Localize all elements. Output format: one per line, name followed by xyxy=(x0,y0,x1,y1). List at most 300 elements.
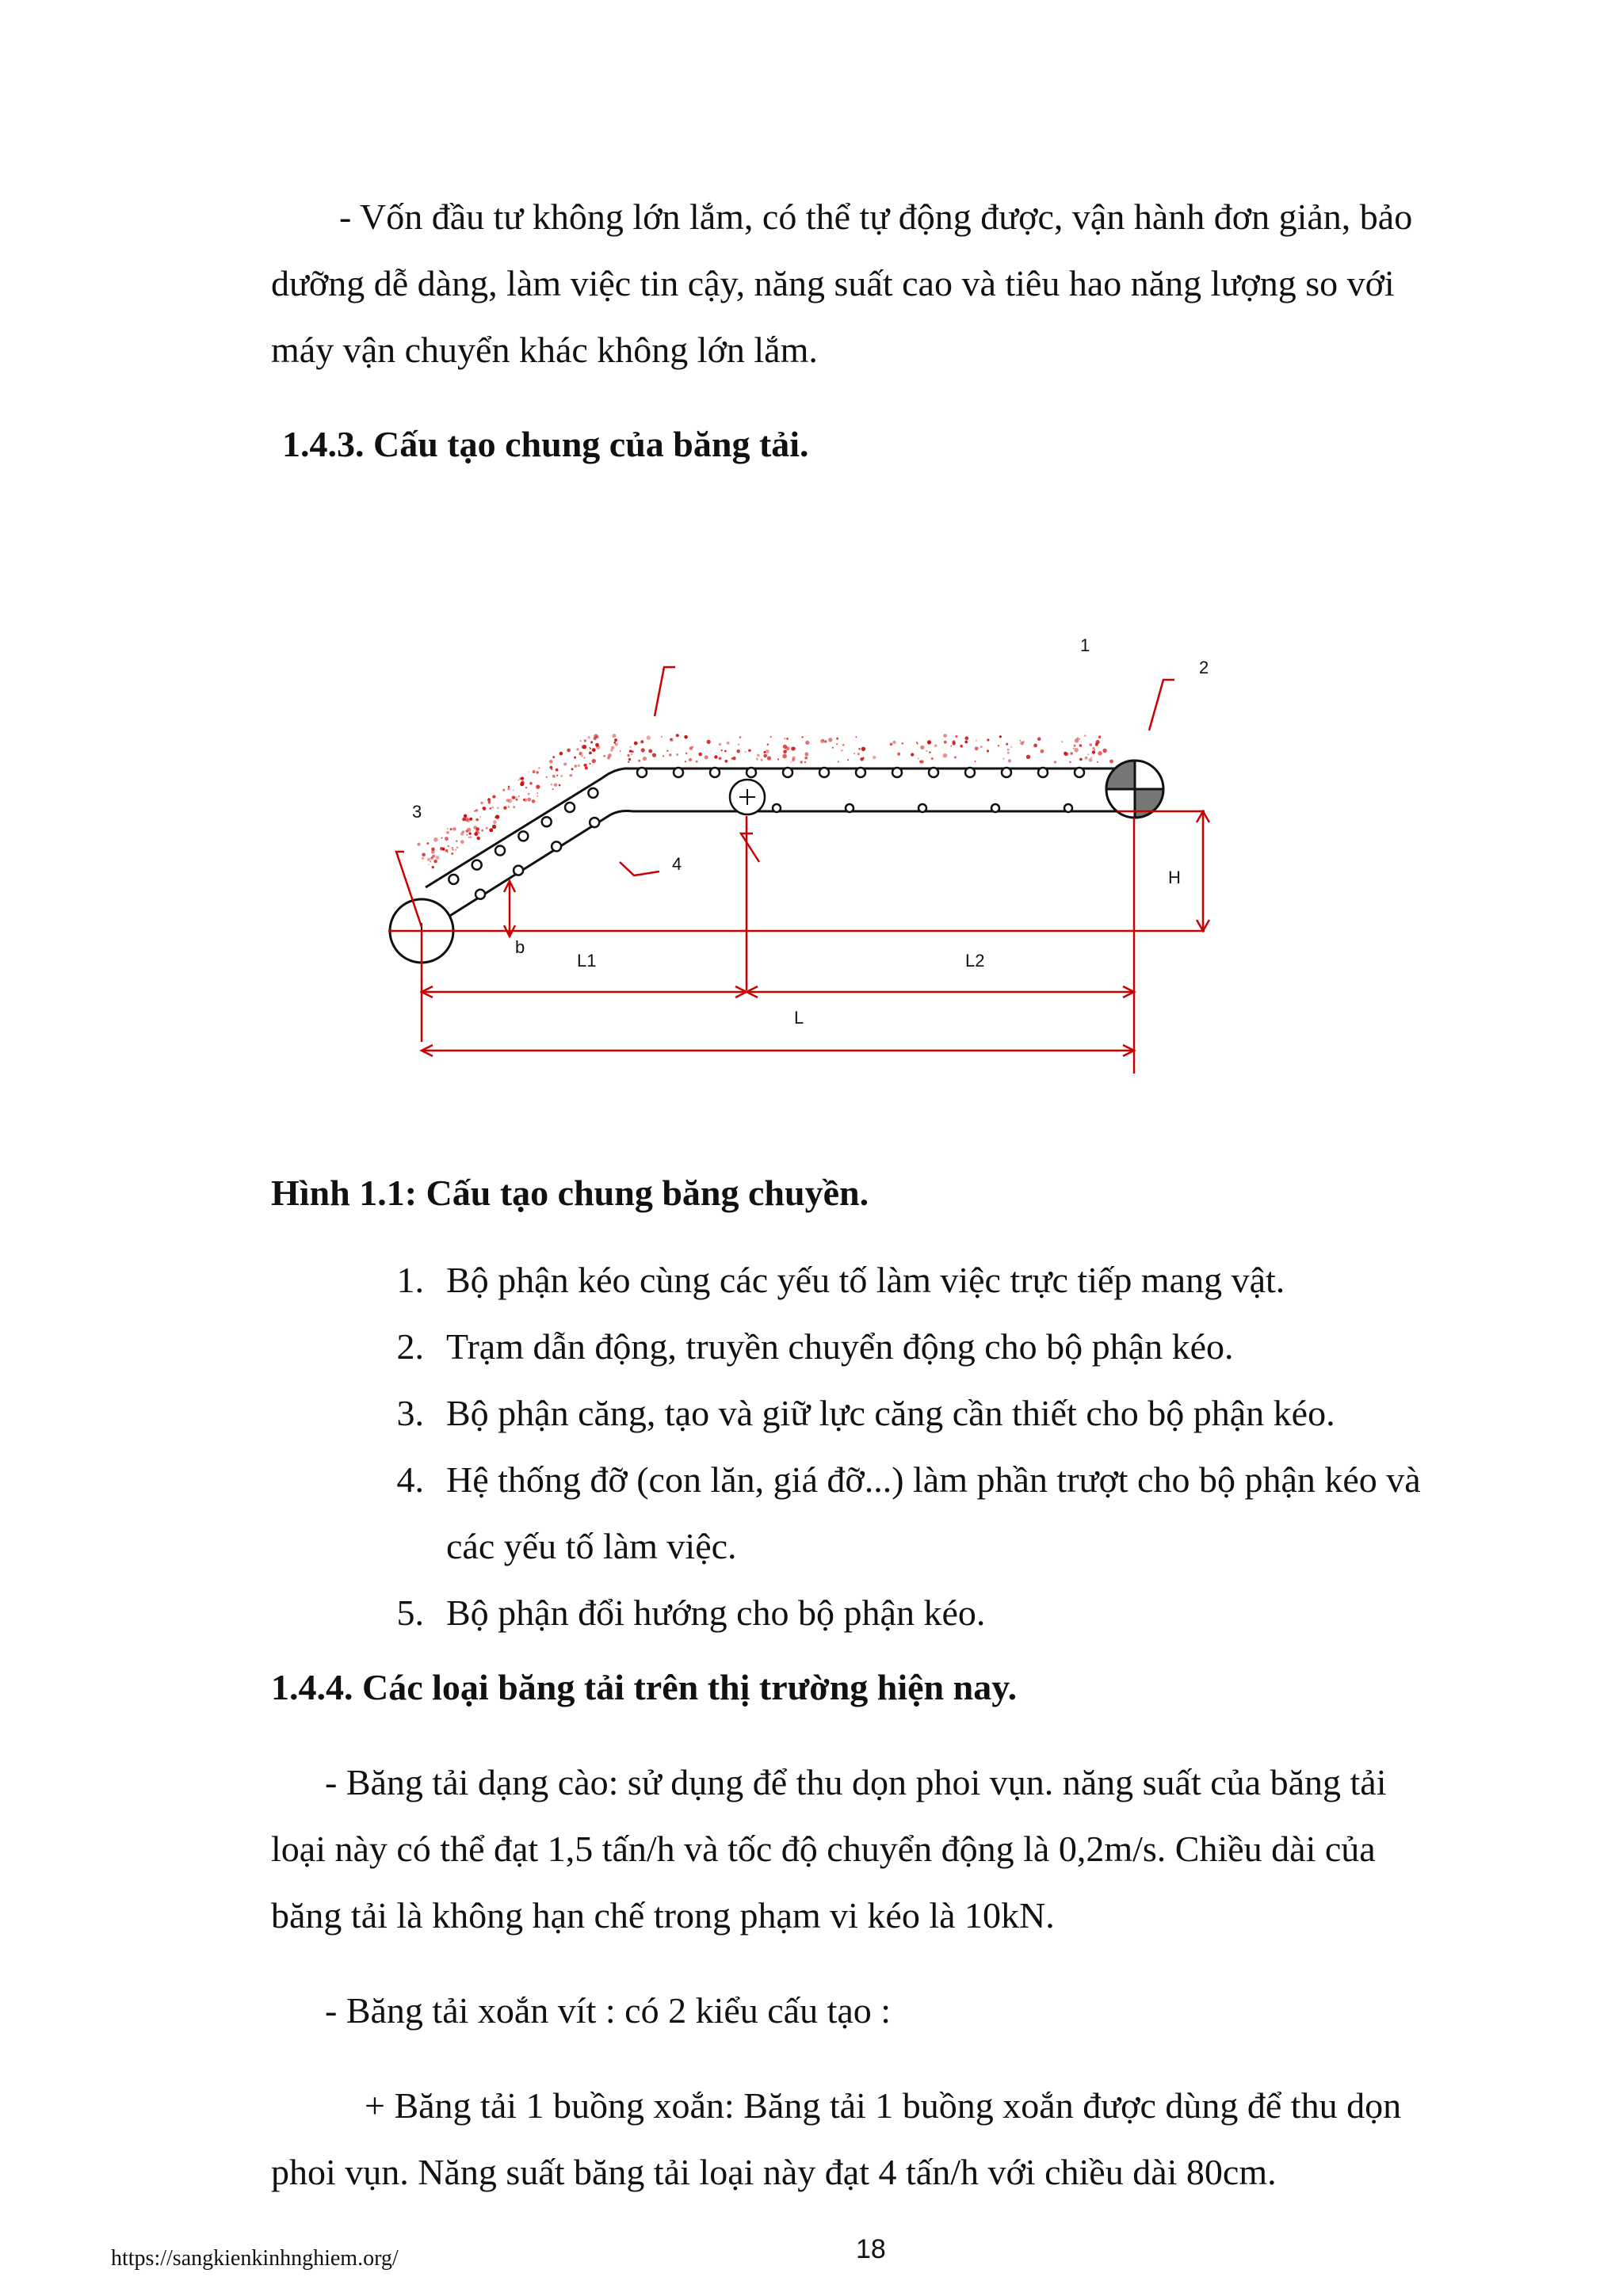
material-particle xyxy=(595,743,599,747)
material-particle xyxy=(920,760,924,764)
material-particle xyxy=(669,753,672,757)
material-particle xyxy=(508,806,510,807)
list-item-1-text: Bộ phận kéo cùng các yếu tố làm việc trực tiếp mang vật. xyxy=(446,1260,1285,1300)
material-particle xyxy=(628,761,629,763)
material-particle xyxy=(661,736,663,738)
material-particle xyxy=(1092,750,1095,753)
material-particle xyxy=(611,746,614,749)
label-L2: L2 xyxy=(965,951,985,971)
material-particle xyxy=(782,754,787,759)
material-particle xyxy=(987,749,989,752)
material-particle xyxy=(998,745,999,746)
material-particle xyxy=(736,749,740,753)
material-particle xyxy=(763,754,767,758)
material-particle xyxy=(1061,741,1063,742)
material-particle xyxy=(1109,760,1113,764)
buong-line-1: + Băng tải 1 buồng xoắn: Băng tải 1 buồng xoắn được dùng để thu dọn xyxy=(365,2085,1402,2126)
material-particle xyxy=(583,765,586,767)
material-particle xyxy=(527,798,531,802)
material-particle xyxy=(570,774,573,777)
material-particle xyxy=(860,757,864,761)
material-particle xyxy=(631,753,632,755)
idler-roller-icon xyxy=(783,768,792,777)
material-particle xyxy=(493,820,497,824)
material-particle xyxy=(824,740,827,742)
material-particle xyxy=(567,749,571,753)
material-particle xyxy=(786,738,789,740)
idler-roller-icon xyxy=(918,804,926,812)
material-particle xyxy=(519,777,521,780)
material-particle xyxy=(474,832,478,836)
material-particle xyxy=(1064,752,1067,755)
material-particle xyxy=(1075,738,1079,742)
material-particle xyxy=(916,742,918,743)
material-particle xyxy=(757,754,759,757)
material-particle xyxy=(513,790,514,791)
material-particle xyxy=(589,752,592,755)
material-particle xyxy=(804,757,808,760)
material-particle xyxy=(559,784,561,787)
material-particle xyxy=(964,741,968,744)
idler-roller-icon xyxy=(1075,768,1084,777)
material-particle xyxy=(731,757,734,760)
material-particle xyxy=(460,832,464,836)
material-particle xyxy=(556,769,559,772)
material-particle xyxy=(445,837,449,841)
material-particle xyxy=(756,757,758,759)
material-particle xyxy=(584,757,586,759)
material-particle xyxy=(999,735,1002,738)
material-particle xyxy=(492,795,495,799)
material-particle xyxy=(479,816,481,818)
material-particle xyxy=(584,739,586,742)
material-particle xyxy=(761,759,763,761)
material-particle xyxy=(929,752,930,753)
material-particle xyxy=(508,786,510,788)
material-particle xyxy=(684,735,688,739)
material-particle xyxy=(538,767,540,769)
material-particle xyxy=(536,771,538,773)
material-particle xyxy=(590,763,591,765)
material-particle xyxy=(581,754,583,757)
label-4: 4 xyxy=(672,854,682,874)
material-particle xyxy=(559,752,563,756)
material-particle xyxy=(689,746,693,750)
material-particle xyxy=(791,761,792,763)
material-particle xyxy=(785,746,789,750)
material-particle xyxy=(550,766,553,769)
material-particle xyxy=(696,761,698,763)
material-particle xyxy=(632,750,634,753)
material-particle xyxy=(792,757,795,760)
material-particle xyxy=(1079,738,1080,740)
material-particle xyxy=(551,784,552,785)
material-particle xyxy=(873,756,876,759)
material-particle xyxy=(953,742,956,746)
material-particle xyxy=(508,799,513,803)
footer-url[interactable]: https://sangkienkinhnghiem.org/ xyxy=(111,2246,399,2271)
material-particle xyxy=(676,734,679,737)
material-particle xyxy=(590,741,593,743)
idler-roller-icon xyxy=(590,818,599,827)
idler-roller-icon xyxy=(565,803,575,812)
material-particle xyxy=(1098,751,1102,755)
material-particle xyxy=(627,754,629,757)
material-particle xyxy=(468,837,470,838)
figure-caption: Hình 1.1: Cấu tạo chung băng chuyền. xyxy=(271,1173,869,1213)
material-particle xyxy=(456,841,457,842)
section-heading-1-4-4: 1.4.4. Các loại băng tải trên thị trường hiện nay. xyxy=(271,1667,1018,1707)
material-particle xyxy=(1008,759,1011,762)
material-particle xyxy=(1096,740,1100,744)
material-particle xyxy=(954,756,957,758)
material-particle xyxy=(707,740,711,744)
material-particle xyxy=(943,753,947,757)
list-item-1-number: 1. xyxy=(396,1260,424,1300)
material-particle xyxy=(563,763,567,766)
label-H: H xyxy=(1168,868,1181,887)
list-item-2-number: 2. xyxy=(396,1326,424,1367)
idler-roller-icon xyxy=(965,768,975,777)
material-particle xyxy=(858,748,861,750)
material-particle xyxy=(491,807,494,809)
intro-line-1: - Vốn đầu tư không lớn lắm, có thể tự động được, vận hành đơn giản, bảo xyxy=(339,196,1413,237)
material-particle xyxy=(614,738,617,742)
buong-line-2: phoi vụn. Năng suất băng tải loại này đạt 4 tấn/h với chiều dài 80cm. xyxy=(271,2152,1277,2192)
drive-pulley-icon xyxy=(1106,761,1163,818)
material-particle xyxy=(855,736,857,738)
material-particle xyxy=(1026,755,1030,759)
material-particle xyxy=(685,761,686,762)
material-particle xyxy=(1094,749,1095,751)
material-particle xyxy=(652,753,656,757)
material-particle xyxy=(1090,743,1092,746)
idler-roller-icon xyxy=(892,768,902,777)
material-particle xyxy=(738,744,739,746)
material-particle xyxy=(560,775,563,777)
material-particle xyxy=(719,743,722,746)
material-particle xyxy=(1085,757,1088,760)
material-particle xyxy=(442,849,445,851)
material-particle xyxy=(689,758,692,761)
material-particle xyxy=(634,742,638,746)
cao-line-1: - Băng tải dạng cào: sử dụng để thu dọn phoi vụn. năng suất của băng tải xyxy=(325,1762,1387,1802)
material-particle xyxy=(592,748,596,752)
material-particle xyxy=(503,807,506,810)
material-particle xyxy=(841,749,843,752)
material-particle xyxy=(987,738,989,741)
material-particle xyxy=(836,743,838,745)
material-particle xyxy=(608,753,612,757)
material-particle xyxy=(1079,744,1083,747)
material-particle xyxy=(1006,743,1008,746)
material-particle xyxy=(474,810,475,812)
material-particle xyxy=(521,780,525,784)
idler-roller-icon xyxy=(637,768,647,777)
material-particle xyxy=(453,849,454,851)
label-b: b xyxy=(515,937,525,957)
material-particle xyxy=(897,753,900,756)
material-particle xyxy=(447,828,449,830)
material-particle xyxy=(766,749,769,753)
material-particle xyxy=(518,795,520,797)
material-particle xyxy=(1079,758,1083,761)
material-particle xyxy=(431,856,433,858)
material-particle xyxy=(478,832,479,833)
material-particle xyxy=(714,755,717,758)
list-item-5-number: 5. xyxy=(396,1592,424,1633)
material-particle xyxy=(532,799,536,803)
material-particle xyxy=(727,742,730,745)
material-particle xyxy=(648,749,652,753)
material-particle xyxy=(418,843,421,846)
material-particle xyxy=(489,828,493,832)
material-particle xyxy=(629,749,632,752)
material-particle xyxy=(804,761,806,763)
material-particle xyxy=(468,832,471,834)
material-particle xyxy=(801,736,803,738)
label-L1: L1 xyxy=(577,951,597,971)
cao-line-2: loại này có thể đạt 1,5 tấn/h và tốc độ chuyển động là 0,2m/s. Chiều dài của xyxy=(271,1829,1376,1869)
material-particle xyxy=(428,864,430,865)
idler-rollers xyxy=(449,768,1084,899)
material-particle xyxy=(1041,749,1044,753)
intro-line-2: dưỡng dễ dàng, làm việc tin cậy, năng suất cao và tiêu hao năng lượng so với xyxy=(271,263,1395,303)
material-particle xyxy=(1092,747,1094,749)
material-particle xyxy=(451,852,453,855)
material-particle xyxy=(533,770,536,773)
material-particle xyxy=(944,741,947,744)
material-particle xyxy=(574,757,576,759)
material-particle xyxy=(466,834,468,836)
material-particle xyxy=(523,799,525,801)
material-particle xyxy=(705,755,708,759)
material-particle xyxy=(513,806,515,808)
material-particle xyxy=(476,837,480,841)
material-particle xyxy=(432,866,434,868)
material-particle xyxy=(792,747,796,750)
material-particle xyxy=(1087,753,1089,755)
material-particle xyxy=(902,742,903,744)
material-particle xyxy=(1007,749,1010,751)
material-particle xyxy=(911,753,914,756)
material-particle xyxy=(698,753,702,757)
material-particle xyxy=(934,744,938,747)
material-particle xyxy=(446,831,449,834)
material-particle xyxy=(422,857,424,860)
material-particle xyxy=(552,756,555,758)
idler-roller-icon xyxy=(518,831,528,841)
material-particle xyxy=(487,799,491,802)
material-particle xyxy=(628,758,631,761)
material-particle xyxy=(890,743,893,746)
material-particle xyxy=(976,740,977,742)
material-particle xyxy=(721,749,723,751)
material-particle xyxy=(1089,758,1093,762)
material-particle xyxy=(580,740,582,742)
cao-line-3: băng tải là không hạn chế trong phạm vi kéo là 10kN. xyxy=(271,1895,1055,1936)
material-particle xyxy=(724,750,727,753)
material-particle xyxy=(469,818,472,821)
list-item-2-text: Trạm dẫn động, truyền chuyển động cho bộ phận kéo. xyxy=(446,1326,1234,1367)
list-item-4-number: 4. xyxy=(396,1459,424,1500)
material-particle xyxy=(1054,761,1056,763)
material-particle xyxy=(975,761,976,762)
section-heading-1-4-3: 1.4.3. Cấu tạo chung của băng tải. xyxy=(282,424,809,464)
material-particle xyxy=(571,768,574,770)
list-item-4-text-cont: các yếu tố làm việc. xyxy=(446,1526,737,1566)
idler-roller-icon xyxy=(472,860,482,870)
material-particle xyxy=(441,837,443,839)
idler-roller-icon xyxy=(1038,768,1048,777)
material-particle xyxy=(1098,735,1102,738)
idler-roller-icon xyxy=(475,890,485,899)
material-particle xyxy=(525,787,527,788)
material-particle xyxy=(777,758,779,760)
material-particle xyxy=(828,738,832,742)
material-particle xyxy=(579,753,582,756)
idler-roller-icon xyxy=(846,804,854,812)
material-particle xyxy=(453,827,456,831)
material-particle xyxy=(589,747,590,749)
material-particle xyxy=(719,757,721,760)
material-particle xyxy=(592,759,596,763)
material-particle xyxy=(465,830,468,833)
material-particle xyxy=(926,750,927,752)
material-particle xyxy=(435,856,439,860)
idler-roller-icon xyxy=(542,817,552,826)
list-item-5-text: Bộ phận đổi hướng cho bộ phận kéo. xyxy=(446,1592,986,1633)
material-particle xyxy=(556,775,558,776)
material-particle xyxy=(745,751,747,753)
idler-roller-icon xyxy=(819,768,829,777)
material-particle xyxy=(892,741,896,744)
material-particles xyxy=(418,734,1113,868)
material-particle xyxy=(576,748,579,750)
material-particle xyxy=(748,749,750,752)
idler-roller-icon xyxy=(674,768,683,777)
material-particle xyxy=(473,826,477,830)
material-particle xyxy=(1020,740,1022,742)
material-particle xyxy=(975,746,979,750)
idler-roller-icon xyxy=(747,768,756,777)
material-particle xyxy=(456,847,458,849)
material-particle xyxy=(670,738,673,741)
material-particle xyxy=(1071,752,1073,754)
belt xyxy=(426,769,1127,925)
material-particle xyxy=(549,760,553,764)
intro-line-3: máy vận chuyển khác không lớn lắm. xyxy=(271,330,818,370)
material-particle xyxy=(492,825,496,829)
material-particle xyxy=(1033,744,1037,748)
material-particle xyxy=(613,742,616,744)
material-particle xyxy=(842,744,845,746)
material-particle xyxy=(770,736,772,738)
material-particle xyxy=(804,753,808,757)
material-particle xyxy=(1097,761,1098,763)
material-particle xyxy=(447,851,449,852)
material-particle xyxy=(1074,745,1076,747)
material-particle xyxy=(448,845,450,848)
material-particle xyxy=(641,748,645,752)
idler-roller-icon xyxy=(1002,768,1011,777)
material-particle xyxy=(450,828,453,830)
material-particle xyxy=(647,736,651,740)
material-particle xyxy=(955,735,957,738)
material-particle xyxy=(857,753,860,755)
xoan-line: - Băng tải xoắn vít : có 2 kiểu cấu tạo : xyxy=(325,1990,892,2031)
idler-roller-icon xyxy=(588,788,598,798)
material-particle xyxy=(552,788,554,790)
material-particle xyxy=(536,785,540,789)
material-particle xyxy=(430,861,431,863)
material-particle xyxy=(676,753,678,756)
material-particle xyxy=(554,784,557,787)
deflection-pulley-icon xyxy=(730,780,765,814)
label-1: 1 xyxy=(1080,635,1090,655)
material-particle xyxy=(516,797,517,799)
material-particle xyxy=(497,807,499,809)
material-particle xyxy=(511,795,514,799)
material-particle xyxy=(433,860,437,863)
conveyor-diagram xyxy=(372,610,1268,1085)
material-particle xyxy=(1074,748,1079,753)
material-particle xyxy=(431,850,435,854)
material-particle xyxy=(596,735,599,738)
material-particle xyxy=(927,740,931,744)
material-particle xyxy=(1077,737,1079,739)
material-particle xyxy=(836,738,838,740)
material-particle xyxy=(529,782,533,785)
material-particle xyxy=(767,756,771,760)
material-particle xyxy=(783,749,787,753)
material-particle xyxy=(838,761,839,762)
material-particle xyxy=(460,840,464,844)
material-particle xyxy=(612,734,616,738)
material-particle xyxy=(507,788,510,790)
material-particle xyxy=(516,799,518,801)
material-particle xyxy=(1102,749,1106,753)
material-particle xyxy=(640,740,643,743)
material-particle xyxy=(1069,761,1071,764)
material-particle xyxy=(805,741,809,745)
label-3: 3 xyxy=(412,802,422,822)
material-particle xyxy=(800,761,803,764)
material-particle xyxy=(847,759,849,761)
material-particle xyxy=(464,814,467,818)
page-number: 18 xyxy=(856,2234,886,2264)
material-particle xyxy=(920,746,924,749)
material-particle xyxy=(537,792,539,794)
material-particle xyxy=(475,818,479,822)
material-particle xyxy=(918,757,919,759)
material-particle xyxy=(426,842,429,845)
material-particle xyxy=(481,830,483,832)
material-particle xyxy=(528,793,530,795)
material-particle xyxy=(861,747,865,751)
material-particle xyxy=(666,750,668,752)
material-particle xyxy=(470,836,472,838)
idler-roller-icon xyxy=(495,846,505,856)
material-particle xyxy=(502,789,505,791)
material-particle xyxy=(427,858,430,861)
material-particle xyxy=(575,765,578,768)
material-particle xyxy=(784,738,785,739)
material-particle xyxy=(643,757,647,761)
material-particle xyxy=(960,745,963,748)
idler-roller-icon xyxy=(991,804,999,812)
material-particle xyxy=(495,814,499,818)
